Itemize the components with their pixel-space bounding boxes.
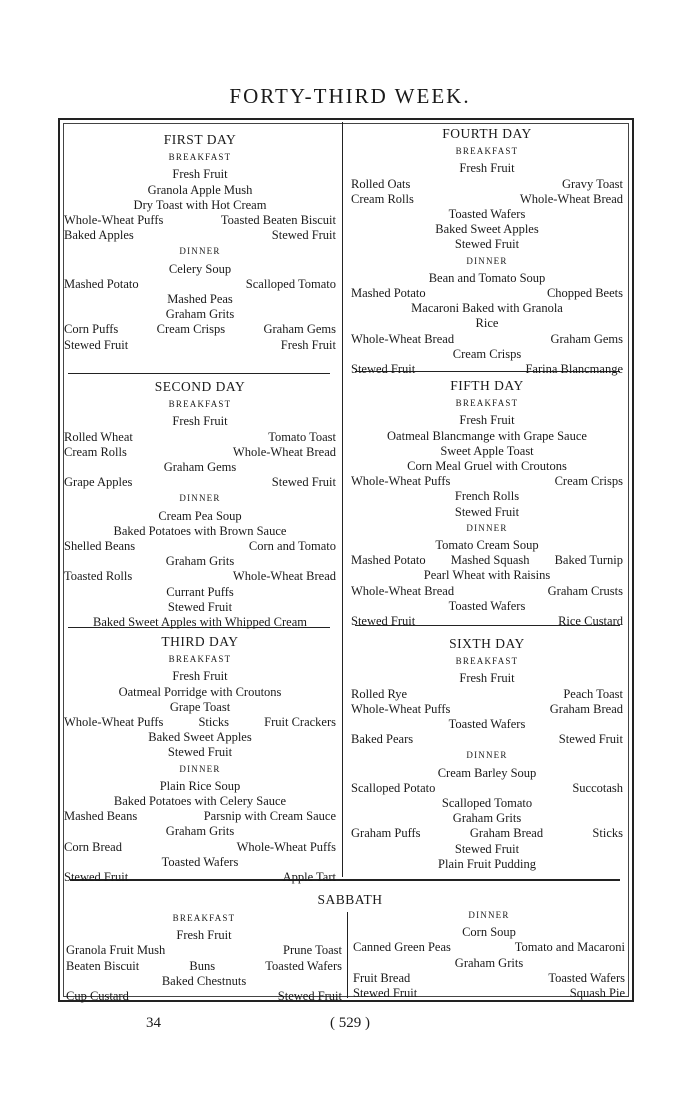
menu-item: Cream Crisps [554,474,623,489]
menu-row [351,505,623,520]
menu-item: Fruit Bread [353,970,411,985]
menu-item: Toasted Rolls [64,569,133,584]
menu-item: Stewed Fruit [64,870,129,885]
menu-item: Toasted Wafers [448,598,526,613]
menu-item: Chopped Beets [546,286,623,301]
page-title: FORTY-THIRD WEEK. [229,84,471,108]
menu-item: Squash Pie [569,986,625,1001]
menu-item: Celery Soup [168,261,232,276]
menu-item: Cream Barley Soup [437,765,537,780]
menu-item: Baked Apples [64,228,134,243]
menu-item: Baked Potatoes with Brown Sauce [113,523,287,538]
menu-item: Corn Soup [462,925,516,940]
menu-row [64,779,336,794]
menu-item: Canned Green Peas [353,940,451,955]
menu-row [351,796,623,811]
menu-item: Stewed Fruit [277,989,342,1004]
menu-item: Fresh Fruit [176,928,232,943]
menu-row [66,959,342,974]
menu-item: Graham Grits [165,824,235,839]
sabbath-breakfast [66,910,342,1004]
menu-item: Stewed Fruit [558,732,623,747]
menu-item: Graham Grits [165,554,235,569]
menu-item: Mashed Potato [351,286,426,301]
menu-row [64,213,336,228]
menu-item: Mashed Squash [450,553,530,568]
menu-row [64,414,336,429]
menu-item: Currant Puffs [166,584,234,599]
menu-row [351,177,623,192]
menu-item: Stewed Fruit [454,504,520,519]
menu-item: Plain Fruit Pudding [438,856,536,871]
meal-label-breakfast: BREAKFAST [455,656,519,667]
menu-row [64,262,336,277]
menu-item: Beaten Biscuit [66,958,140,973]
menu-item: Scalloped Potato [351,780,436,795]
menu-item: Whole-Wheat Puffs [64,213,164,228]
menu-row [64,445,336,460]
menu-item: Shelled Beans [64,539,136,554]
menu-row [351,781,623,796]
day-third [64,634,336,885]
menu-item: Graham Grits [452,811,522,826]
menu-item: Cream Rolls [64,444,127,459]
menu-row [351,316,623,331]
menu-row [351,237,623,252]
menu-row [64,700,336,715]
menu-row [64,198,336,213]
menu-row [351,857,623,872]
menu-item: Baked Pears [351,732,414,747]
menu-item: Granola Fruit Mush [66,943,166,958]
menu-item: Oatmeal Blancmange with Grape Sauce [387,428,587,443]
meal-label-breakfast: BREAKFAST [168,399,232,410]
menu-row [351,192,623,207]
menu-item: Whole-Wheat Bread [519,191,623,206]
day-heading: SIXTH DAY [449,636,525,651]
menu-item: Cream Crisps [452,346,522,361]
day-heading: FOURTH DAY [442,126,532,141]
menu-row [351,271,623,286]
menu-item: Cream Pea Soup [158,508,242,523]
menu-item: Whole-Wheat Bread [351,331,455,346]
menu-row [351,717,623,732]
menu-item: Fresh Fruit [172,669,228,684]
day-second [64,379,336,630]
menu-item: Gravy Toast [561,176,623,191]
menu-item: Stewed Fruit [353,986,418,1001]
meal-label-dinner: DINNER [466,522,508,533]
menu-row [351,687,623,702]
menu-row [351,766,623,781]
menu-row [351,362,623,377]
menu-item: Scalloped Tomato [441,796,533,811]
menu-item: Toasted Wafers [448,207,526,222]
menu-item: Cream Rolls [351,191,414,206]
menu-row [351,161,623,176]
menu-item: Whole-Wheat Puffs [236,839,336,854]
menu-item: Mashed Potato [351,553,426,568]
menu-row [64,554,336,569]
menu-item: Stewed Fruit [454,237,520,252]
menu-item: Whole-Wheat Puffs [351,701,451,716]
menu-row [351,489,623,504]
menu-row [64,460,336,475]
menu-item: Whole-Wheat Puffs [64,715,164,730]
day-fifth [351,378,623,629]
menu-row [64,745,336,760]
menu-item: Toasted Wafers [548,970,625,985]
meal-label-breakfast: BREAKFAST [168,152,232,163]
menu-item: Graham Puffs [351,826,421,841]
menu-item: Whole-Wheat Bread [232,444,336,459]
menu-row [351,286,623,301]
menu-row [64,569,336,584]
menu-item: Stewed Fruit [64,337,129,352]
menu-row [351,553,623,568]
menu-item: Toasted Wafers [448,717,526,732]
menu-row [64,307,336,322]
menu-item: Succotash [572,780,623,795]
menu-item: Graham Grits [454,955,524,970]
menu-item: Peach Toast [563,686,623,701]
menu-row [351,347,623,362]
menu-item: Whole-Wheat Bread [351,583,455,598]
menu-item: Baked Sweet Apples with Whipped Cream [93,615,307,630]
menu-item: Whole-Wheat Puffs [351,474,451,489]
menu-row [64,730,336,745]
menu-item: Graham Gems [550,331,623,346]
menu-row [351,584,623,599]
menu-item: Plain Rice Soup [159,778,241,793]
menu-item: Tomato Toast [268,429,336,444]
menu-row [64,277,336,292]
menu-row [351,826,623,841]
menu-item: Sticks [198,715,230,730]
menu-row [64,855,336,870]
menu-item: Stewed Fruit [271,475,336,490]
menu-item: Dry Toast with Hot Cream [133,197,267,212]
menu-row [351,842,623,857]
menu-row [351,671,623,686]
menu-row [64,509,336,524]
page-number: 34 [146,1015,161,1031]
menu-item: Sweet Apple Toast [440,443,534,458]
menu-row [64,539,336,554]
meal-label-dinner: DINNER [179,763,221,774]
menu-row [351,702,623,717]
menu-row [66,943,342,958]
menu-row [351,207,623,222]
menu-row [351,811,623,826]
menu-item: Fresh Fruit [459,161,515,176]
menu-row [353,986,625,1001]
day-heading: THIRD DAY [161,634,239,649]
meal-label-breakfast: BREAKFAST [455,398,519,409]
menu-row [66,928,342,943]
menu-row [64,600,336,615]
menu-item: Mashed Peas [167,292,233,307]
menu-item: Grape Toast [169,699,231,714]
menu-row [64,715,336,730]
menu-row [64,870,336,885]
menu-item: Corn Puffs [64,322,119,337]
menu-item: Toasted Wafers [161,854,239,869]
menu-row [66,989,342,1004]
menu-item: Mashed Beans [64,809,138,824]
menu-item: Tomato and Macaroni [514,940,625,955]
menu-item: Stewed Fruit [271,228,336,243]
menu-item: Pearl Wheat with Raisins [423,568,551,583]
menu-item: Graham Bread [549,701,623,716]
menu-row [351,538,623,553]
menu-row [64,615,336,630]
menu-item: Bean and Tomato Soup [428,270,546,285]
menu-item: Graham Bread [469,826,544,841]
menu-row [353,940,625,955]
meal-label-dinner: DINNER [179,246,221,257]
sabbath-divider [347,912,348,998]
menu-item: Stewed Fruit [167,599,233,614]
menu-row [64,585,336,600]
meal-label-dinner: DINNER [468,910,510,920]
menu-item: Graham Crusts [547,583,623,598]
menu-item: Cream Crisps [156,322,226,337]
menu-item: Whole-Wheat Bread [232,569,336,584]
menu-item: Toasted Wafers [265,958,342,973]
menu-item: Sticks [592,826,623,841]
menu-item: Granola Apple Mush [147,182,253,197]
menu-item: Fresh Fruit [459,413,515,428]
meal-label-breakfast: BREAKFAST [455,146,519,157]
meal-label-breakfast: BREAKFAST [168,654,232,665]
menu-item: Corn Meal Gruel with Croutons [407,459,567,474]
menu-row [351,732,623,747]
menu-item: French Rolls [454,489,520,504]
menu-row [351,459,623,474]
meal-label-dinner: DINNER [466,255,508,266]
menu-item: Apple Tart [282,870,336,885]
day-first [64,132,336,353]
menu-item: Fruit Crackers [264,715,336,730]
menu-row [353,971,625,986]
menu-row [351,474,623,489]
menu-row [351,222,623,237]
menu-row [64,228,336,243]
meal-label-dinner: DINNER [179,493,221,504]
column-divider [342,122,343,877]
meal-label-breakfast: BREAKFAST [172,913,236,923]
menu-item: Oatmeal Porridge with Croutons [118,684,282,699]
menu-row [64,840,336,855]
menu-item: Parsnip with Cream Sauce [203,809,336,824]
folio: ( 529 ) [330,1015,370,1031]
menu-row [351,444,623,459]
menu-row [353,956,625,971]
menu-row [64,475,336,490]
menu-row [64,183,336,198]
menu-item: Corn and Tomato [248,539,336,554]
menu-item: Prune Toast [283,943,342,958]
menu-item: Scalloped Tomato [245,276,336,291]
menu-item: Rolled Rye [351,686,408,701]
menu-item: Baked Chestnuts [161,973,247,988]
menu-item: Fresh Fruit [172,414,228,429]
menu-row [351,568,623,583]
menu-item: Stewed Fruit [351,614,416,629]
menu-row [64,292,336,307]
menu-row [64,824,336,839]
menu-item: Macaroni Baked with Granola [411,301,563,316]
menu-row [351,301,623,316]
menu-row [66,974,342,989]
sabbath-heading: SABBATH [317,892,383,907]
menu-item: Toasted Beaten Biscuit [220,213,336,228]
sabbath-dinner [353,907,625,1001]
menu-row [351,332,623,347]
menu-item: Baked Turnip [554,553,623,568]
menu-item: Fresh Fruit [459,671,515,686]
menu-item: Cup Custard [66,989,129,1004]
day-fourth [351,126,623,377]
divider-first-second [68,373,330,374]
menu-item: Baked Sweet Apples [435,222,539,237]
menu-item: Mashed Potato [64,276,139,291]
day-heading: FIRST DAY [163,132,237,147]
day-heading: FIFTH DAY [450,378,524,393]
menu-item: Stewed Fruit [351,362,416,377]
menu-row [64,794,336,809]
menu-row [64,322,336,337]
menu-item: Graham Gems [263,322,336,337]
menu-item: Rice Custard [558,614,623,629]
menu-item: Tomato Cream Soup [435,538,539,553]
menu-row [64,669,336,684]
menu-item: Rolled Oats [351,176,411,191]
day-heading: SECOND DAY [154,379,246,394]
menu-row [64,685,336,700]
meal-label-dinner: DINNER [466,750,508,761]
menu-item: Rice [475,316,499,331]
menu-row [351,413,623,428]
menu-item: Stewed Fruit [454,841,520,856]
menu-item: Buns [189,958,216,973]
menu-item: Corn Bread [64,839,122,854]
menu-row [64,338,336,353]
menu-row [351,599,623,614]
menu-row [64,167,336,182]
menu-row [64,809,336,824]
menu-item: Baked Sweet Apples [148,730,252,745]
menu-item: Stewed Fruit [167,745,233,760]
menu-item: Graham Gems [163,460,237,475]
menu-row [64,524,336,539]
day-sixth [351,636,623,872]
menu-item: Fresh Fruit [172,167,228,182]
menu-item: Baked Potatoes with Celery Sauce [113,794,287,809]
menu-item: Grape Apples [64,475,133,490]
menu-row [353,925,625,940]
menu-item: Fresh Fruit [280,337,336,352]
menu-item: Farina Blancmange [525,362,623,377]
menu-row [351,614,623,629]
menu-row [351,429,623,444]
menu-row [64,430,336,445]
menu-item: Graham Grits [165,307,235,322]
menu-item: Rolled Wheat [64,429,133,444]
